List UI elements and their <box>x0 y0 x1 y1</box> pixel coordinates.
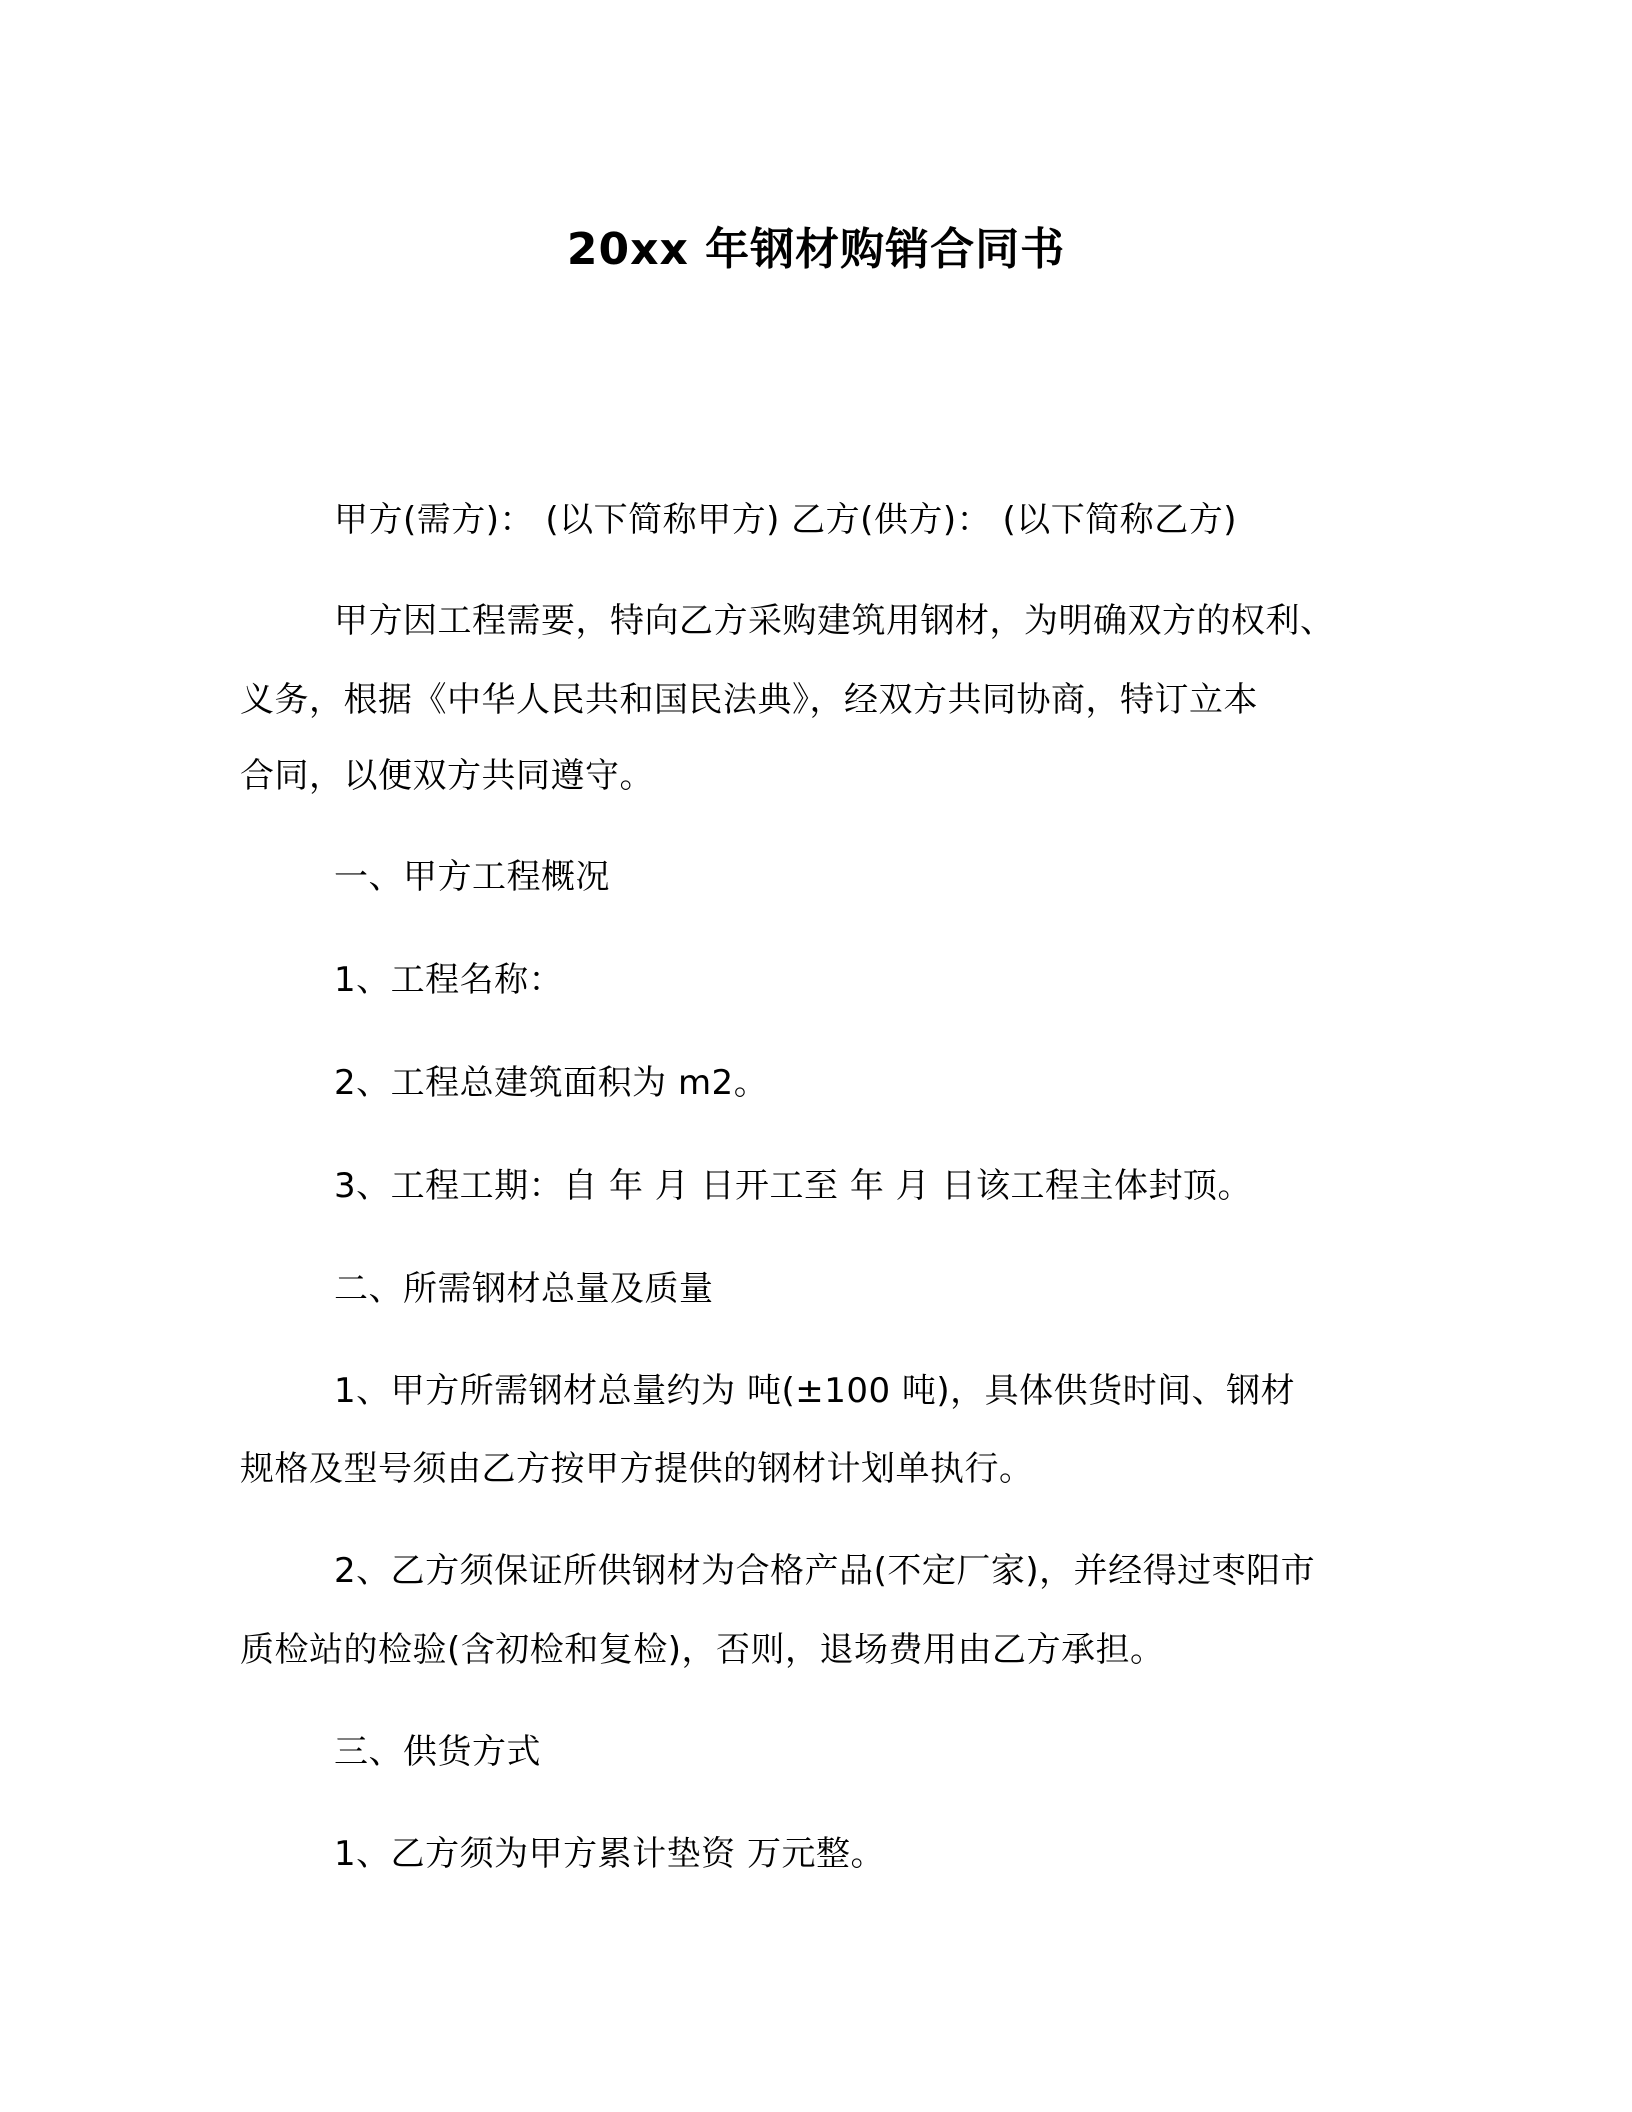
clause-1-3: 3、工程工期：自 年 月 日开工至 年 月 日该工程主体封顶。 <box>334 1166 1252 1206</box>
intro-paragraph-line-1: 甲方因工程需要，特向乙方采购建筑用钢材，为明确双方的权利、 <box>334 601 1335 641</box>
clause-2-1-line-1: 1、甲方所需钢材总量约为 吨(±100 吨)，具体供货时间、钢材 <box>334 1371 1296 1411</box>
clause-3-1: 1、乙方须为甲方累计垫资 万元整。 <box>334 1834 885 1874</box>
section-heading-1: 一、甲方工程概况 <box>334 857 610 897</box>
section-heading-2: 二、所需钢材总量及质量 <box>334 1269 714 1309</box>
clause-2-2-line-1: 2、乙方须保证所供钢材为合格产品(不定厂家)，并经得过枣阳市 <box>334 1551 1316 1591</box>
clause-2-2-line-2: 质检站的检验(含初检和复检)，否则，退场费用由乙方承担。 <box>240 1630 1165 1670</box>
clause-2-1-line-2: 规格及型号须由乙方按甲方提供的钢材计划单执行。 <box>240 1449 1034 1489</box>
document-title: 20xx 年钢材购销合同书 <box>566 224 1066 275</box>
section-heading-3: 三、供货方式 <box>334 1732 541 1772</box>
intro-paragraph-line-3: 合同，以便双方共同遵守。 <box>240 756 654 796</box>
intro-paragraph-line-2: 义务，根据《中华人民共和国民法典》，经双方共同协商，特订立本 <box>240 680 1258 720</box>
clause-1-1: 1、工程名称： <box>334 960 564 1000</box>
parties-line: 甲方(需方)： (以下简称甲方) 乙方(供方)： (以下简称乙方) <box>334 500 1238 540</box>
clause-1-2: 2、工程总建筑面积为 m2。 <box>334 1063 769 1103</box>
